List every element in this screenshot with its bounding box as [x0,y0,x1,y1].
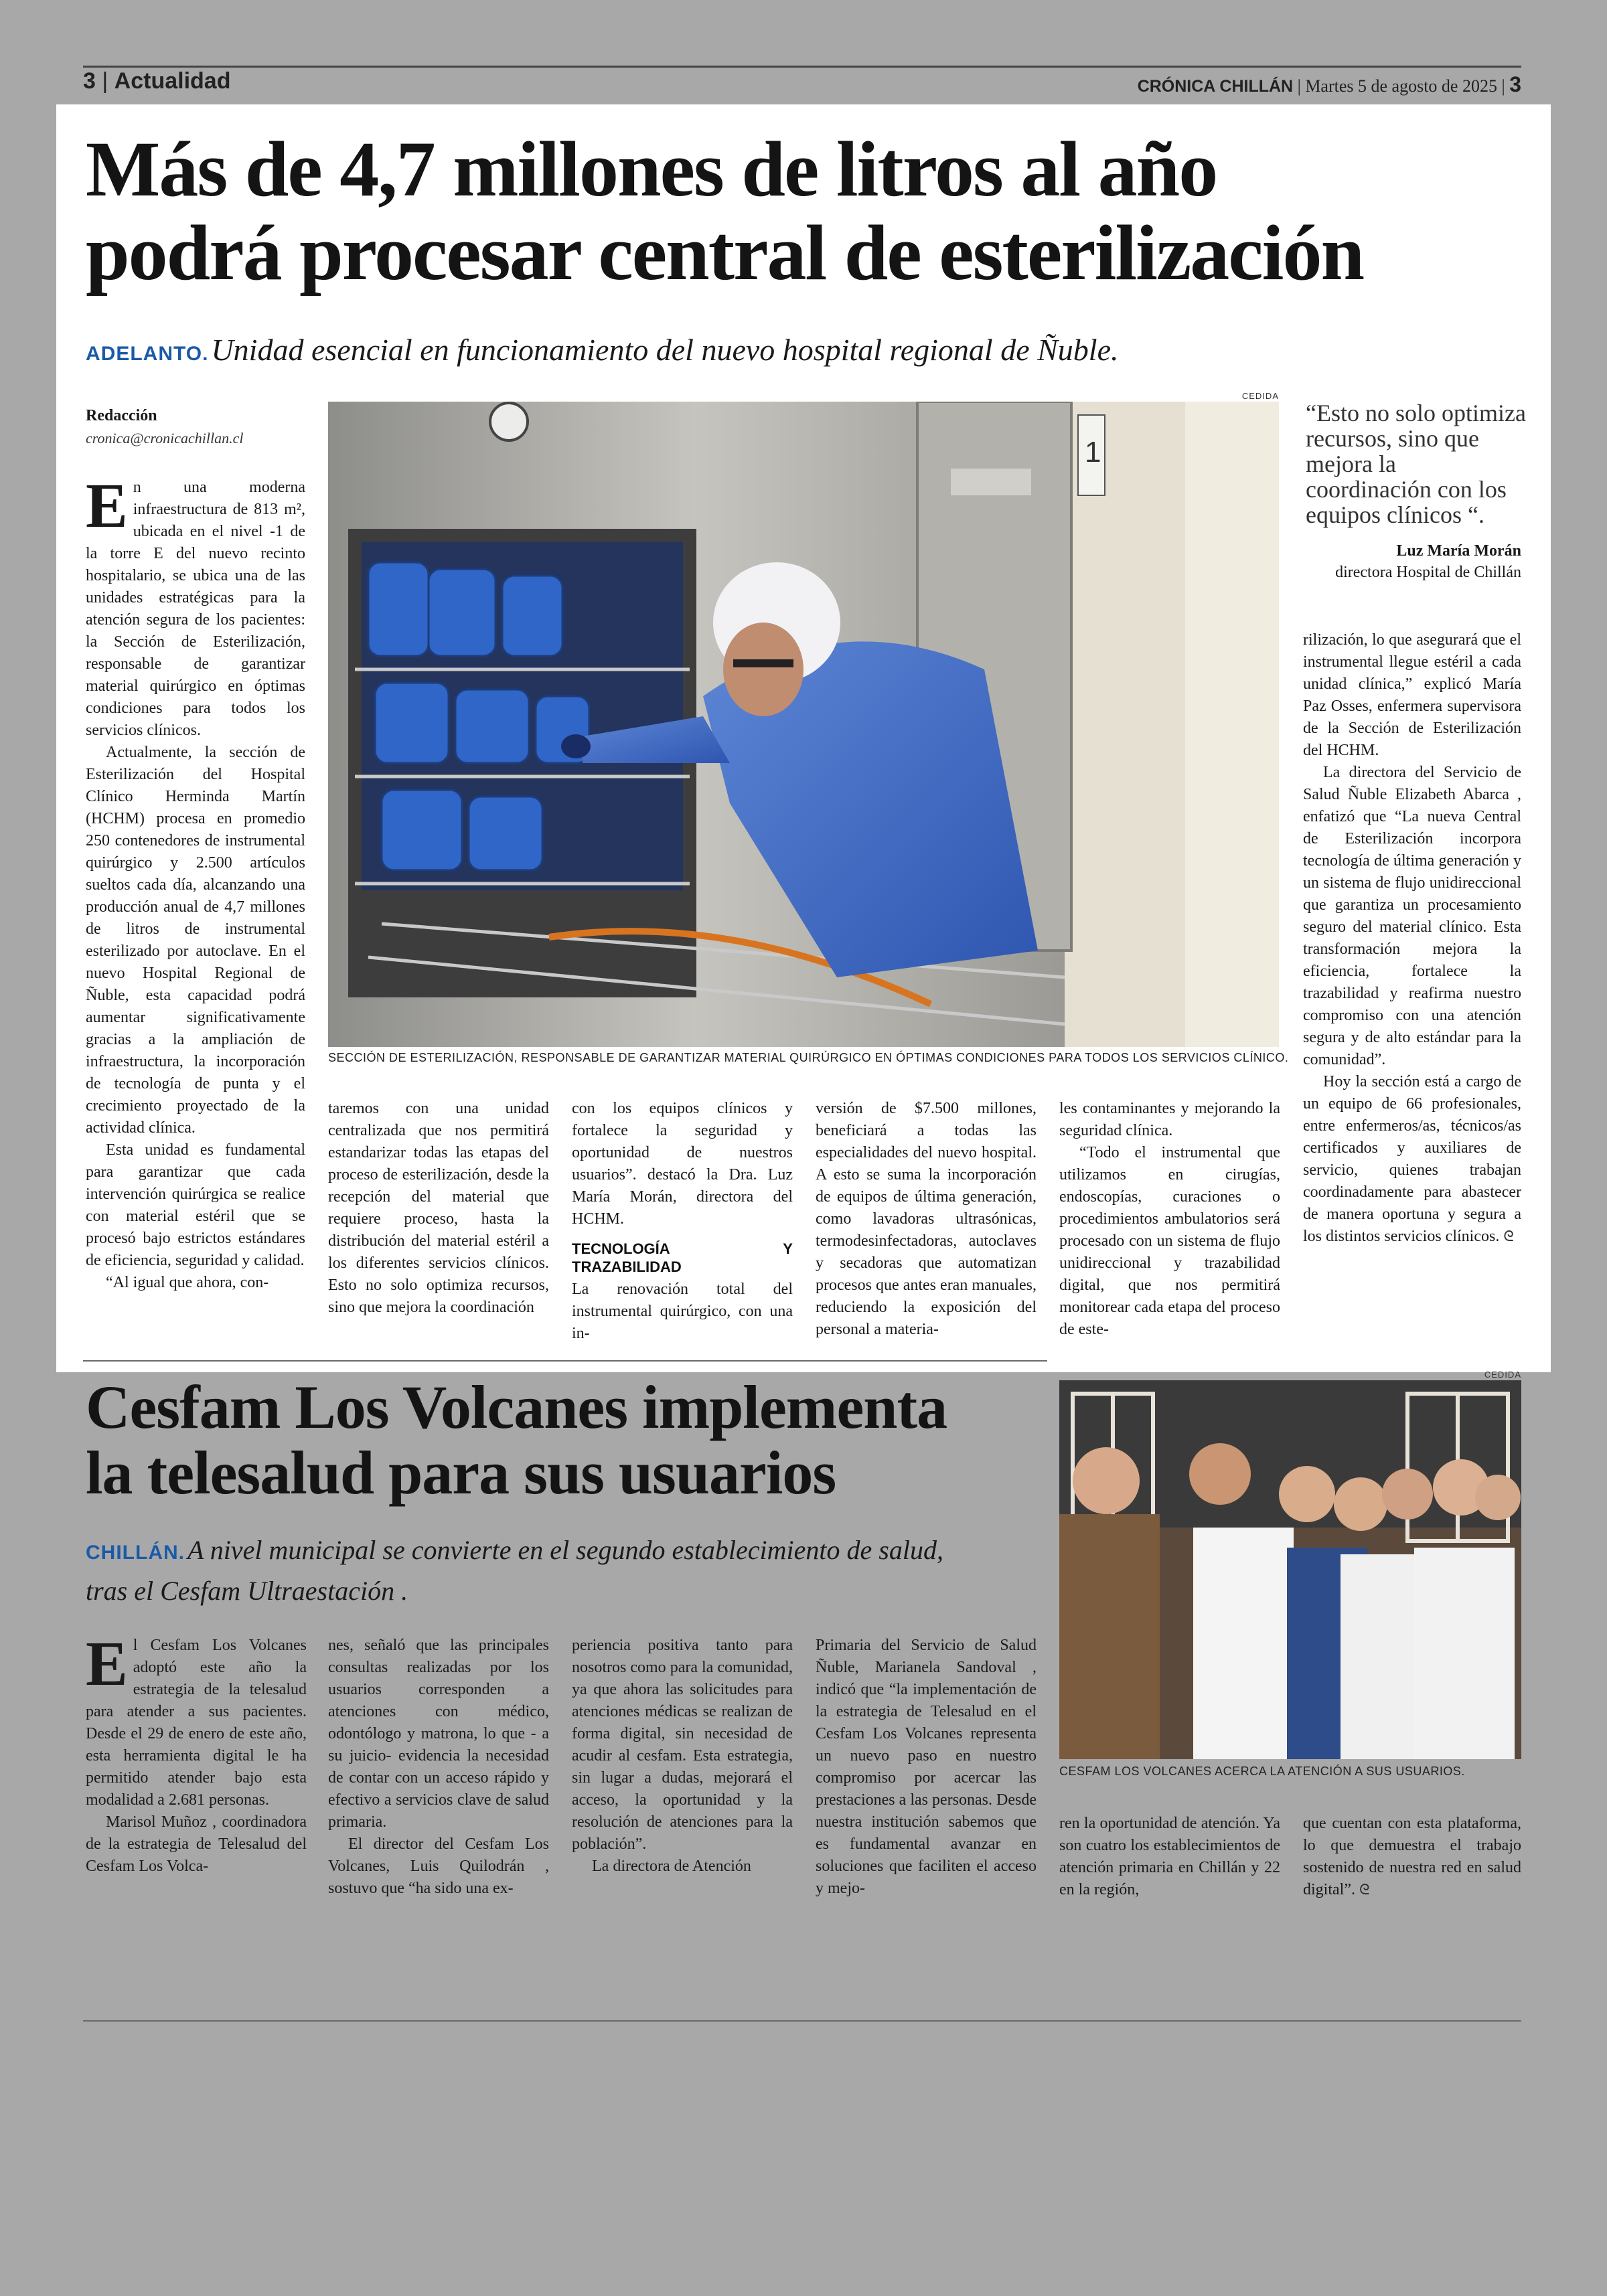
article2-col1-p1: El Cesfam Los Volcanes adoptó este año la estrategia de la telesalud para atender a sus pacientes. Desde el 29 de enero de este año, esta herramienta digital le ha permitido atender bajo esta modalidad a 2.681 personas. [86,1635,307,1809]
article2-top-rule [83,1360,1047,1362]
article1-pullquote: “Esto no solo optimiza recursos, sino que mejora la coordinación con los equipos clínicos “. [1306,400,1526,528]
article2-headline-line2: la telesalud para sus usuarios [86,1438,836,1507]
article1-deck: Unidad esencial en funcionamiento del nuevo hospital regional de Ñuble. [211,333,1119,367]
article1-headline-line1: Más de 4,7 millones de litros al año [86,125,1217,213]
article1-deck-row [86,332,1525,372]
header-separator: | [102,68,114,94]
article1-col3-p1: con los equipos clínicos y fortalece la seguridad y oportunidad de nuestros usuarios”. destacó la Dra. Luz María Morán, directora del HCHM. [572,1100,793,1228]
article2-column-1 [86,1635,307,1916]
article1-col5-p1: les contaminantes y mejorando la seguridad clínica. [1059,1100,1280,1139]
article2-column-3 [572,1635,793,1916]
article2-col1-p2: Marisol Muñoz , coordinadora de la estrategia de Telesalud del Cesfam Los Volca- [86,1813,307,1875]
article2-col5-p1: ren la oportunidad de atención. Ya son cuatro los establecimientos de atención primaria en Chillán y 22 en la región, [1059,1815,1280,1898]
article2-column-5 [1059,1813,1280,1920]
header-top-rule [83,66,1521,68]
article2-col2-p1: nes, señaló que las principales consultas realizadas por los usuarios corresponden a atenciones con médico, odontólogo y matrona, lo que - a su juicio- evidencia la necesidad de contar con un acceso rápido y efectivo a servicios clave de salud primaria. [328,1637,549,1831]
article1-col3-p2: La renovación total del instrumental quirúrgico, con una in- [572,1281,793,1342]
article1-headline [86,127,1525,295]
page-number-right: 3 [1509,72,1521,96]
page-header-right: CRÓNICA CHILLÁN | Martes 5 de agosto de 2025 | 3 [1137,72,1521,96]
cesfam-team-photo-illustration [1059,1380,1521,1759]
article2-col3-p2: La directora de Atención [592,1858,751,1875]
article1-column-6 [1303,629,1521,1339]
svg-text:1: 1 [1085,436,1101,469]
article1-col1-p2: Actualmente, la sección de Esterilización del Hospital Clínico Herminda Martín (HCHM) procesa en promedio 250 contenedores de instrumental quirúrgico y 2.500 artículos sueltos cada día, alcanzando una producción anual de 4,7 millones de litros de instrumental esterilizado por autoclave. En el nuevo Hospital Regional de Ñuble, esta capacidad podrá aumentar significativamente gracias a la ampliación de infraestructura, la incorporación de tecnología de punta y el crecimiento proyectado de la actividad clínica. [86,744,305,1137]
article2-deck-line1: A nivel municipal se convierte en el segundo establecimiento de salud, [187,1535,943,1565]
article1-kicker: ADELANTO. [86,343,209,365]
article2-headline [86,1375,1063,1505]
article1-quote-role: directora Hospital de Chillán [1335,564,1521,581]
article2-column-6 [1303,1813,1521,1920]
article1-subhead: TECNOLOGÍA Y TRAZABILIDAD [572,1240,793,1275]
article1-photo-credit: CEDIDA [1241,391,1279,401]
article1-col6-p1: rilización, lo que asegurará que el instrumental llegue estéril a cada unidad clínica,” explicó María Paz Osses, enfermera supervisora de la Sección de Esterilización del HCHM. [1303,631,1521,759]
article1-column-5 [1059,1098,1280,1352]
article2-photo-caption: CESFAM LOS VOLCANES ACERCA LA ATENCIÓN A SUS USUARIOS. [1059,1765,1465,1778]
article1-col4-p1: versión de $7.500 millones, beneficiará a todas las especialidades del nuevo hospital. A esto se suma la incorporación de equipos de última generación, como lavadoras ultrasónicas, termodesinfectadoras, autoclaves y secadoras que automatizan procesos que antes eran manuales, reduciendo la exposición del personal a materia- [816,1100,1037,1338]
article1-quote-name: Luz María Morán [1396,542,1521,560]
article1-end-mark: ᘓ [1503,1228,1514,1245]
page-number-left: 3 [83,68,96,94]
page-bottom-rule [83,2020,1521,2022]
article2-dropcap: E [86,1635,128,1699]
article2-col4-p1: Primaria del Servicio de Salud Ñuble, Marianela Sandoval , indicó que “la implementación de la estrategia de Telesalud en el Cesfam Los Volcanes representa un nuevo paso en nuestro compromiso por acercar las prestaciones a las personas. Desde nuestra institución sabemos que es fundamental avanzar en soluciones que faciliten el acceso y mejo- [816,1637,1037,1897]
article1-col6-p3: Hoy la sección está a cargo de un equipo de 66 profesionales, entre enfermeros/as, técnicos/as certificados y auxiliares de servicio, quienes trabajan coordinadamente para abastecer de manera oportuna y segura a los distintos servicios clínicos. ᘓ [1303,1073,1521,1245]
article1-column-2 [328,1098,549,1352]
article2-kicker: CHILLÁN. [86,1542,185,1564]
article2-deck-line2: tras el Cesfam Ultraestación . [86,1576,408,1606]
article2-photo-credit: CEDIDA [1484,1370,1521,1380]
article2-col6-p1: que cuentan con esta plataforma, lo que demuestra el trabajo sostenido de nuestra red en salud digital”. ᘓ [1303,1815,1521,1898]
article1-dropcap: E [86,477,128,541]
article1-col1-p1: En una moderna infraestructura de 813 m², ubicada en el nivel -1 de la torre E del nuevo recinto hospitalario, se ubica una de las unidades estratégicas para la atención segura de los pacientes: la Sección de Esterilización, responsable de garantizar material quirúrgico en óptimas condiciones para todos los servicios clínicos. [86,477,305,739]
section-name: Actualidad [114,68,231,94]
page-header-left [83,68,552,98]
article1-col5-p2: “Todo el instrumental que utilizamos en cirugías, endoscopías, curaciones o procedimientos ambulatorios será procesado con un sistema de flujo unidireccional y trazabilidad digital, que nos permitirá monitorear cada etapa del proceso de este- [1059,1144,1280,1338]
article1-column-1 [86,477,305,1347]
article2-headline-line1: Cesfam Los Volcanes implementa [86,1373,947,1441]
article2-column-4 [816,1635,1037,1916]
article1-email: cronica@cronicachillan.cl [86,430,244,446]
article2-end-mark: ᘓ [1359,1882,1370,1898]
article1-col2-p1: taremos con una unidad centralizada que nos permitirá estandarizar todas las etapas del proceso de esterilización, desde la recepción del material que requiere proceso, hasta la distribución del material estéril a los diferentes servicios clínicos. Esto no solo optimiza recursos, sino que mejora la coordinación [328,1100,549,1316]
article1-byline: Redacción [86,407,157,424]
article1-col1-p4: “Al igual que ahora, con- [106,1274,269,1291]
article1-photo [328,402,1279,1047]
sterilization-photo-illustration [328,402,1279,1047]
article1-column-4 [816,1098,1037,1352]
article2-column-2 [328,1635,549,1916]
article2-col3-p1: periencia positiva tanto para nosotros como para la comunidad, ya que ahora las solicitudes para atenciones médicas se realizan de forma digital, sin necesidad de acudir al cesfam. Esta estrategia, sin lugar a dudas, mejorará el acceso, la oportunidad y la resolución de atenciones para la población”. [572,1637,793,1853]
issue-date: Martes 5 de agosto de 2025 [1305,76,1497,96]
article2-photo [1059,1380,1521,1759]
masthead: CRÓNICA CHILLÁN [1137,77,1294,96]
article2-deck [86,1533,1063,1609]
article1-col6-p2: La directora del Servicio de Salud Ñuble Elizabeth Abarca , enfatizó que “La nueva Central de Esterilización incorpora tecnología de última generación y un sistema de flujo unidireccional que garantiza un procesamiento seguro del material clínico. Esta transformación mejora la eficiencia, fortalece la trazabilidad y reafirma nuestro compromiso con una atención segura y de alto estándar para la comunidad”. [1303,764,1521,1068]
article1-col1-p3: Esta unidad es fundamental para garantizar que cada intervención quirúrgica se realice con material estéril que se procesó bajo estrictos estándares de eficiencia, seguridad y calidad. [86,1141,305,1269]
article1-headline-line2: podrá procesar central de esterilización [86,209,1364,297]
article1-photo-caption: SECCIÓN DE ESTERILIZACIÓN, RESPONSABLE DE GARANTIZAR MATERIAL QUIRÚRGICO EN ÓPTIMAS CONDICIONES PARA TODOS LOS SERVICIOS CLÍNICO. [328,1051,1289,1064]
article2-col2-p2: El director del Cesfam Los Volcanes, Luis Quilodrán , sostuvo que “ha sido una ex- [328,1835,549,1897]
article1-column-3 [572,1098,793,1352]
